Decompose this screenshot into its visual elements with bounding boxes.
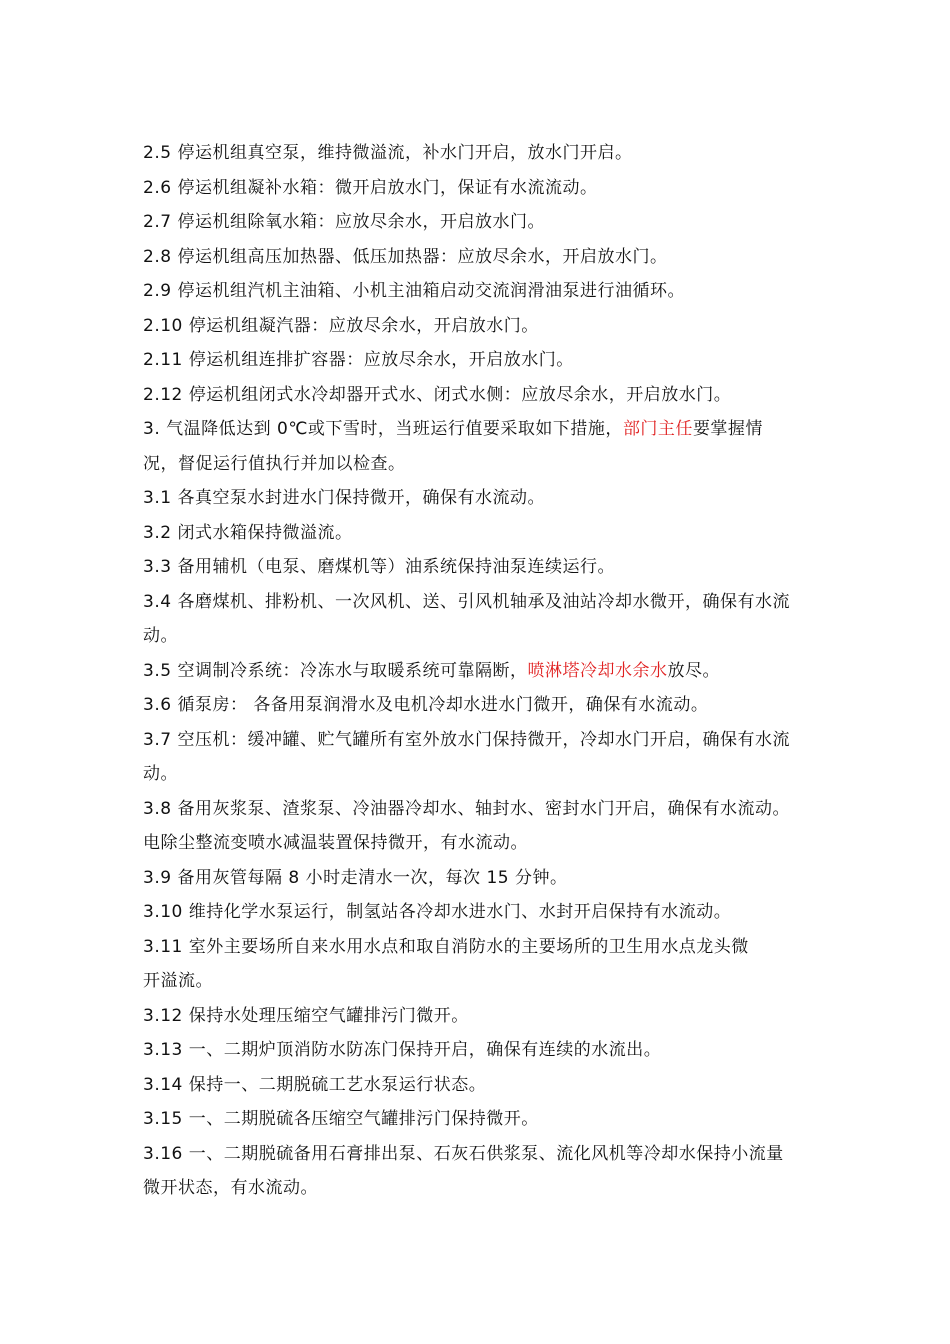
document-body [143,136,825,1206]
text-line: 电除尘整流变喷水减温装置保持微开，有水流动。 [143,833,528,853]
text-line: 3.9 备用灰管每隔 8 小时走清水一次，每次 15 分钟。 [143,867,568,888]
text-line: 微开状态，有水流动。 [143,1178,318,1198]
text-line: 2.9 停运机组汽机主油箱、小机主油箱启动交流润滑油泵进行油循环。 [143,281,685,301]
text-line: 开溢流。 [143,971,213,991]
text-line: 3.10 维持化学水泵运行，制氢站各冷却水进水门、水封开启保持有水流动。 [143,902,732,922]
text-line: 3.15 一、二期脱硫各压缩空气罐排污门保持微开。 [143,1109,539,1129]
text-line: 3.6 循泵房： 各备用泵润滑水及电机冷却水进水门微开，确保有水流动。 [143,695,709,715]
text-line: 3.3 备用辅机（电泵、磨煤机等）油系统保持油泵连续运行。 [143,557,615,577]
text-line: 2.6 停运机组凝补水箱：微开启放水门，保证有水流流动。 [143,177,598,198]
text-line: 动。 [143,764,178,784]
text-line: 3.12 保持水处理压缩空气罐排污门微开。 [143,1005,469,1026]
text-line [143,654,825,689]
text-line: 3.16 一、二期脱硫备用石膏排出泵、石灰石供浆泵、流化风机等冷却水保持小流量 [143,1143,784,1164]
text-line: 2.7 停运机组除氧水箱：应放尽余水，开启放水门。 [143,212,545,232]
highlighted-text: 喷淋塔冷却水余水 [527,660,668,681]
text-line: 3.7 空压机：缓冲罐、贮气罐所有室外放水门保持微开，冷却水门开启，确保有水流 [143,729,790,750]
highlighted-text: 部门主任 [622,419,693,439]
text-segment: 3.5 空调制冷系统：冷冻水与取暖系统可靠隔断， [143,660,528,681]
text-segment: 放尽。 [667,660,720,681]
text-line: 3.4 各磨煤机、排粉机、一次风机、送、引风机轴承及油站冷却水微开，确保有水流 [143,591,790,612]
text-segment: 3. 气温降低达到 0℃或下雪时，当班运行值要采取如下措施， [143,419,623,439]
text-line: 3.11 室外主要场所自来水用水点和取自消防水的主要场所的卫生用水点龙头微 [143,936,749,957]
text-line: 2.12 停运机组闭式水冷却器开式水、闭式水侧：应放尽余水，开启放水门。 [143,384,732,405]
text-line: 况，督促运行值执行并加以检查。 [143,453,406,474]
text-line: 动。 [143,626,178,646]
text-line: 2.11 停运机组连排扩容器：应放尽余水，开启放水门。 [143,350,574,370]
text-line: 3.8 备用灰浆泵、渣浆泵、冷油器冷却水、轴封水、密封水门开启，确保有水流动。 [143,798,790,819]
text-line [143,412,825,447]
text-segment: 要掌握情 [692,419,763,439]
text-line: 3.14 保持一、二期脱硫工艺水泵运行状态。 [143,1074,487,1095]
text-line: 2.5 停运机组真空泵，维持微溢流，补水门开启，放水门开启。 [143,143,633,163]
text-line: 2.8 停运机组高压加热器、低压加热器：应放尽余水，开启放水门。 [143,246,668,267]
text-line: 2.10 停运机组凝汽器：应放尽余水，开启放水门。 [143,315,539,336]
text-line: 3.1 各真空泵水封进水门保持微开，确保有水流动。 [143,488,545,508]
text-line: 3.2 闭式水箱保持微溢流。 [143,522,353,543]
text-line: 3.13 一、二期炉顶消防水防冻门保持开启，确保有连续的水流出。 [143,1040,662,1060]
